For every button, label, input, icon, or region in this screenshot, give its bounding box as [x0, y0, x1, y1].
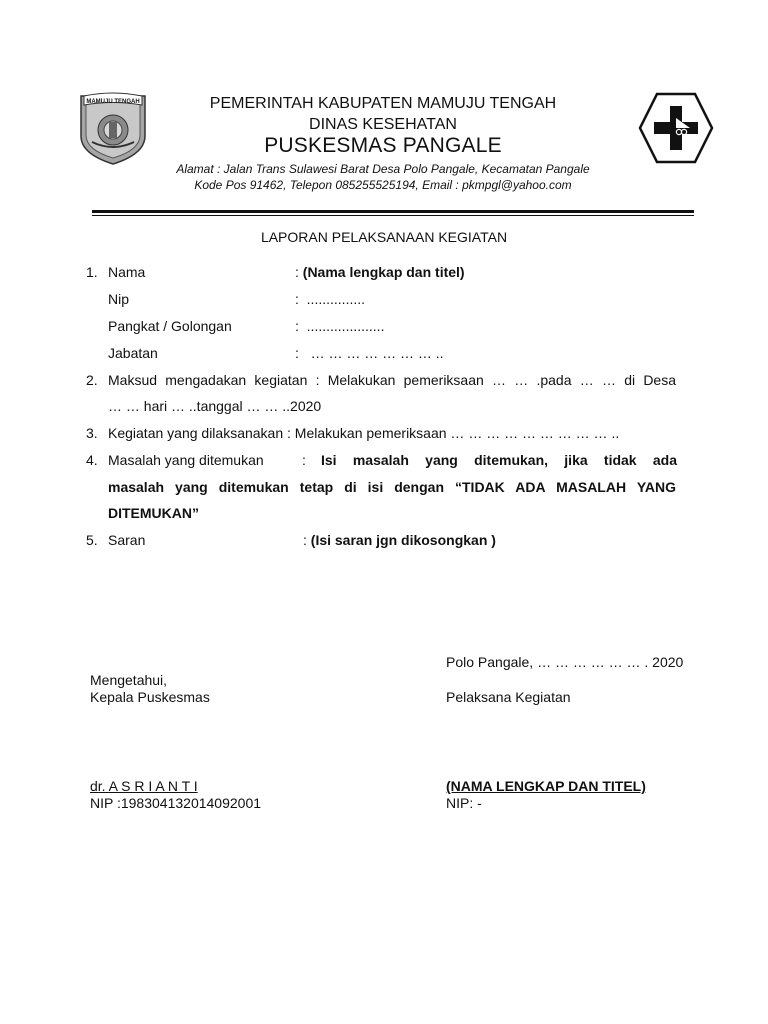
jabatan-label: Jabatan	[108, 345, 158, 361]
masalah-value-2: masalah yang ditemukan tetap di isi dengan “TIDAK ADA MASALAH YANG	[108, 479, 676, 495]
maksud-line-1: Maksud mengadakan kegiatan : Melakukan pemeriksaan … … .pada … … di Desa	[108, 372, 676, 388]
mengetahui-label: Mengetahui,	[90, 672, 168, 688]
header-contact: Kode Pos 91462, Telepon 085255525194, Email : pkmpgl@yahoo.com	[194, 178, 572, 192]
kepala-label: Kepala Puskesmas	[90, 689, 210, 705]
document-title: LAPORAN PELAKSANAAN KEGIATAN	[260, 229, 508, 245]
jabatan-field	[295, 345, 444, 361]
pangkat-value: ....................	[306, 318, 385, 334]
masalah-value-1: Isi masalah yang ditemukan, jika tidak ada	[321, 452, 677, 468]
saran-value: (Isi saran jgn dikosongkan )	[310, 532, 496, 548]
masalah-value-3: DITEMUKAN”	[108, 505, 199, 521]
place-date: Polo Pangale, … … … … … … . 2020	[446, 654, 684, 670]
pelaksana-label: Pelaksana Kegiatan	[446, 689, 571, 705]
item-number-5: 5.	[86, 532, 98, 548]
nip-label: Nip	[108, 291, 130, 307]
header-puskesmas: PUSKESMAS PANGALE	[264, 134, 502, 157]
pangkat-colon: :	[295, 318, 299, 334]
masalah-label: Masalah yang ditemukan	[108, 452, 264, 468]
header-department: DINAS KESEHATAN	[309, 116, 457, 133]
nip-value: ...............	[306, 291, 366, 307]
pangkat-label: Pangkat / Golongan	[108, 318, 232, 334]
nip-field	[295, 291, 365, 307]
pelaksana-name: (NAMA LENGKAP DAN TITEL)	[446, 778, 646, 794]
jabatan-value: … … … … … … … ..	[310, 345, 444, 361]
kepala-name: dr. A S R I A N T I	[90, 778, 198, 794]
nip-colon: :	[295, 291, 299, 307]
header-address: Alamat : Jalan Trans Sulawesi Barat Desa Polo Pangale, Kecamatan Pangale	[176, 162, 590, 176]
kegiatan-text: Kegiatan yang dilaksanakan : Melakukan pemeriksaan … … … … … … … … … ..	[108, 425, 620, 441]
pangkat-field	[295, 318, 384, 334]
item-number-1: 1.	[86, 264, 98, 280]
saran-field	[303, 532, 496, 548]
puskesmas-logo-icon	[638, 92, 714, 164]
nama-label: Nama	[108, 264, 146, 280]
nama-field	[295, 264, 465, 280]
maksud-line-2: … … hari … ..tanggal … … ..2020	[108, 398, 322, 414]
regency-emblem-icon	[78, 92, 148, 166]
jabatan-colon: :	[295, 345, 299, 361]
item-number-4: 4.	[86, 452, 98, 468]
header-government: PEMERINTAH KABUPATEN MAMUJU TENGAH	[209, 95, 557, 112]
item-number-2: 2.	[86, 372, 98, 388]
emblem-text: MAMUJU TENGAH	[86, 99, 140, 105]
letterhead-divider-thick	[92, 210, 694, 213]
letterhead-divider-thin	[92, 215, 694, 216]
saran-label: Saran	[108, 532, 146, 548]
nama-colon: :	[295, 264, 299, 280]
kepala-nip: NIP :198304132014092001	[90, 795, 262, 811]
item-number-3: 3.	[86, 425, 98, 441]
masalah-colon: :	[302, 452, 306, 468]
nama-value: (Nama lengkap dan titel)	[302, 264, 465, 280]
pelaksana-nip: NIP: -	[446, 795, 482, 811]
saran-colon: :	[303, 532, 307, 548]
